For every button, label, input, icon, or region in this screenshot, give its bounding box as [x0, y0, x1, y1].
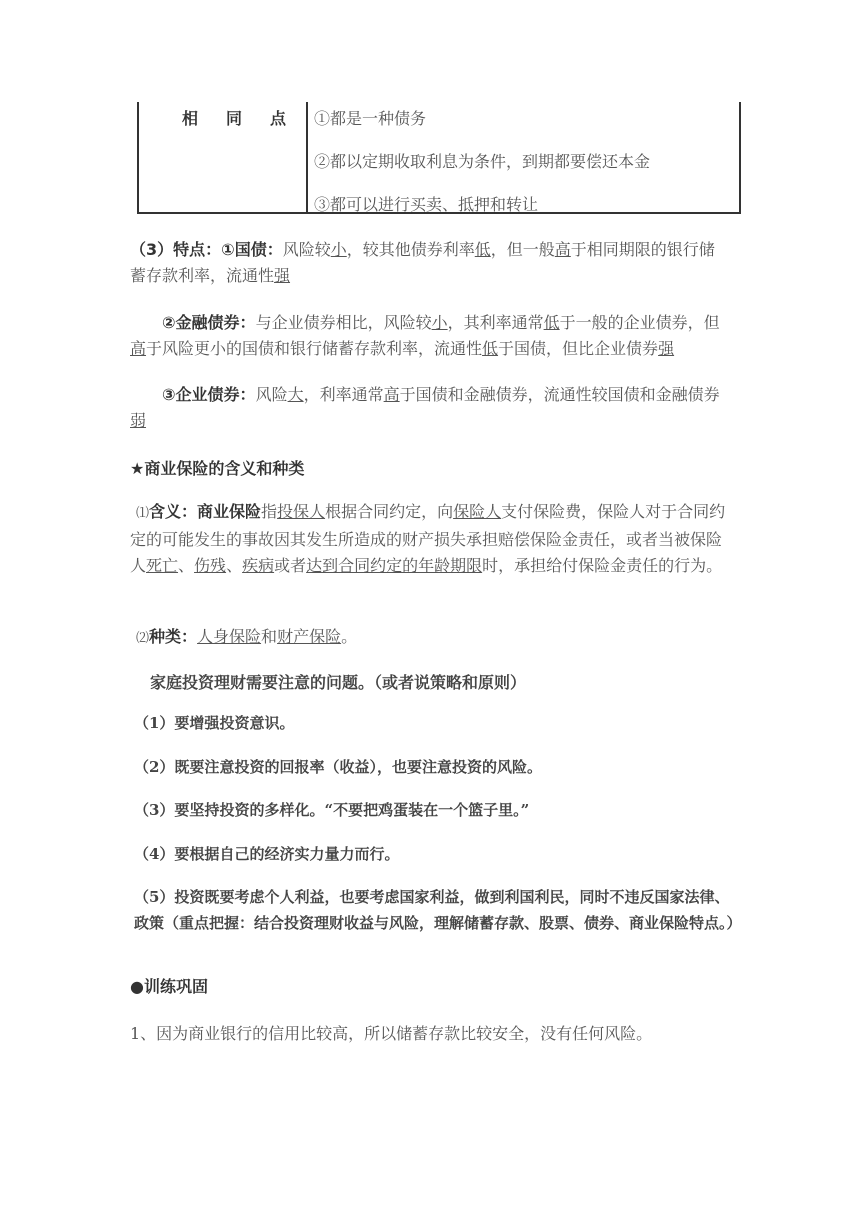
underlined-term: 低 — [482, 339, 499, 358]
meaning-label: 含义：商业保险 — [149, 502, 262, 521]
underlined-term: 财产保险 — [277, 627, 342, 646]
text: 于国债，但比企业债券 — [498, 339, 659, 358]
text: 支付保险费，保险人对于合同约定的可能发生的事故因其发生所造成的财产损失承担赔偿保险金责任，或者当被保险人 — [130, 502, 726, 575]
underlined-term: 保险人 — [453, 502, 502, 521]
underlined-term: 强 — [658, 339, 675, 358]
text: 于相同期限的银行储蓄存款利率，流通性 — [130, 240, 715, 285]
underlined-term: 小 — [330, 240, 347, 259]
underlined-term: 死亡 — [146, 556, 179, 575]
fin-bond-name: ②金融债券： — [162, 313, 256, 332]
insurance-meaning — [130, 499, 730, 579]
label-char: 相 — [182, 109, 199, 128]
list-item: （4）要根据自己的经济实力量力而行。 — [134, 845, 400, 863]
text: 根据合同约定，向 — [325, 502, 454, 521]
insurance-title: ★商业保险的含义和种类 — [130, 459, 305, 478]
text: 时，承担给付保险金责任的行为。 — [482, 556, 723, 575]
feature-fin-bond — [130, 310, 730, 362]
underlined-term: 投保人 — [277, 502, 326, 521]
underlined-term: 达到合同约定的年龄期限 — [306, 556, 483, 575]
list-item: （2）既要注意投资的回报率（收益），也要注意投资的风险。 — [134, 758, 542, 776]
table-divider — [306, 102, 308, 212]
text: 于风险更小的国债和银行储蓄存款利率，流通性 — [146, 339, 483, 358]
text: ，较其他债券利率 — [346, 240, 475, 259]
underlined-term: 大 — [287, 385, 304, 404]
text: ，其利率通常 — [447, 313, 544, 332]
question-1: 1、因为商业银行的信用比较高，所以储蓄存款比较安全，没有任何风险。 — [130, 1024, 653, 1043]
text: 。 — [341, 627, 358, 646]
underlined-term: 小 — [431, 313, 448, 332]
list-item: （1）要增强投资意识。 — [134, 714, 295, 732]
practice-title: ●训练巩固 — [130, 977, 208, 996]
table-row: ②都以定期收取利息为条件，到期都要偿还本金 — [314, 152, 651, 171]
item-number: ⑵ — [136, 631, 150, 646]
insurance-types — [130, 624, 730, 652]
types-label: 种类： — [149, 627, 198, 646]
family-title: 家庭投资理财需要注意的问题。（或者说策略和原则） — [150, 673, 527, 692]
underlined-term: 低 — [543, 313, 560, 332]
text: 指 — [261, 502, 278, 521]
list-item: （5）投资既要考虑个人利益，也要考虑国家利益，做到利国利民，同时不违反国家法律、政策（重点把握：结合投资理财收益与风险，理解储蓄存款、股票、债券、商业保险特点。） — [134, 888, 742, 932]
list-item: （3）要坚持投资的多样化。“不要把鸡蛋装在一个篮子里。” — [134, 801, 530, 819]
text: 于国债和金融债券，流通性较国债和金融债券 — [399, 385, 720, 404]
text: 、 — [226, 556, 243, 575]
underlined-term: 疾病 — [242, 556, 275, 575]
text: 或者 — [274, 556, 307, 575]
text: 、 — [178, 556, 195, 575]
features-lead: （3）特点： — [130, 240, 222, 259]
underlined-term: 伤残 — [194, 556, 227, 575]
label-char: 同 — [226, 109, 243, 128]
gov-bond-name: ①国债： — [221, 240, 283, 259]
text: ，但一般 — [490, 240, 555, 259]
item-number: ⑴ — [136, 506, 150, 521]
text: ，利率通常 — [303, 385, 384, 404]
underlined-term: 弱 — [130, 411, 147, 430]
corp-bond-name: ③企业债券： — [162, 385, 256, 404]
table-row: ①都是一种债务 — [314, 109, 427, 128]
text: 和 — [261, 627, 278, 646]
feature-gov-bond — [130, 237, 730, 289]
underlined-term: 高 — [383, 385, 400, 404]
table-row: ③都可以进行买卖、抵押和转让 — [314, 195, 539, 214]
label-char: 点 — [270, 109, 287, 128]
text: 于一般的企业债券，但 — [559, 313, 720, 332]
table-label-similarities — [182, 106, 286, 129]
underlined-term: 强 — [274, 266, 291, 285]
feature-corp-bond — [130, 382, 730, 434]
underlined-term: 低 — [474, 240, 491, 259]
underlined-term: 人身保险 — [197, 627, 262, 646]
text: 与企业债券相比，风险较 — [255, 313, 432, 332]
underlined-term: 高 — [130, 339, 147, 358]
underlined-term: 高 — [554, 240, 571, 259]
text: 风险 — [255, 385, 288, 404]
text: 风险较 — [282, 240, 331, 259]
